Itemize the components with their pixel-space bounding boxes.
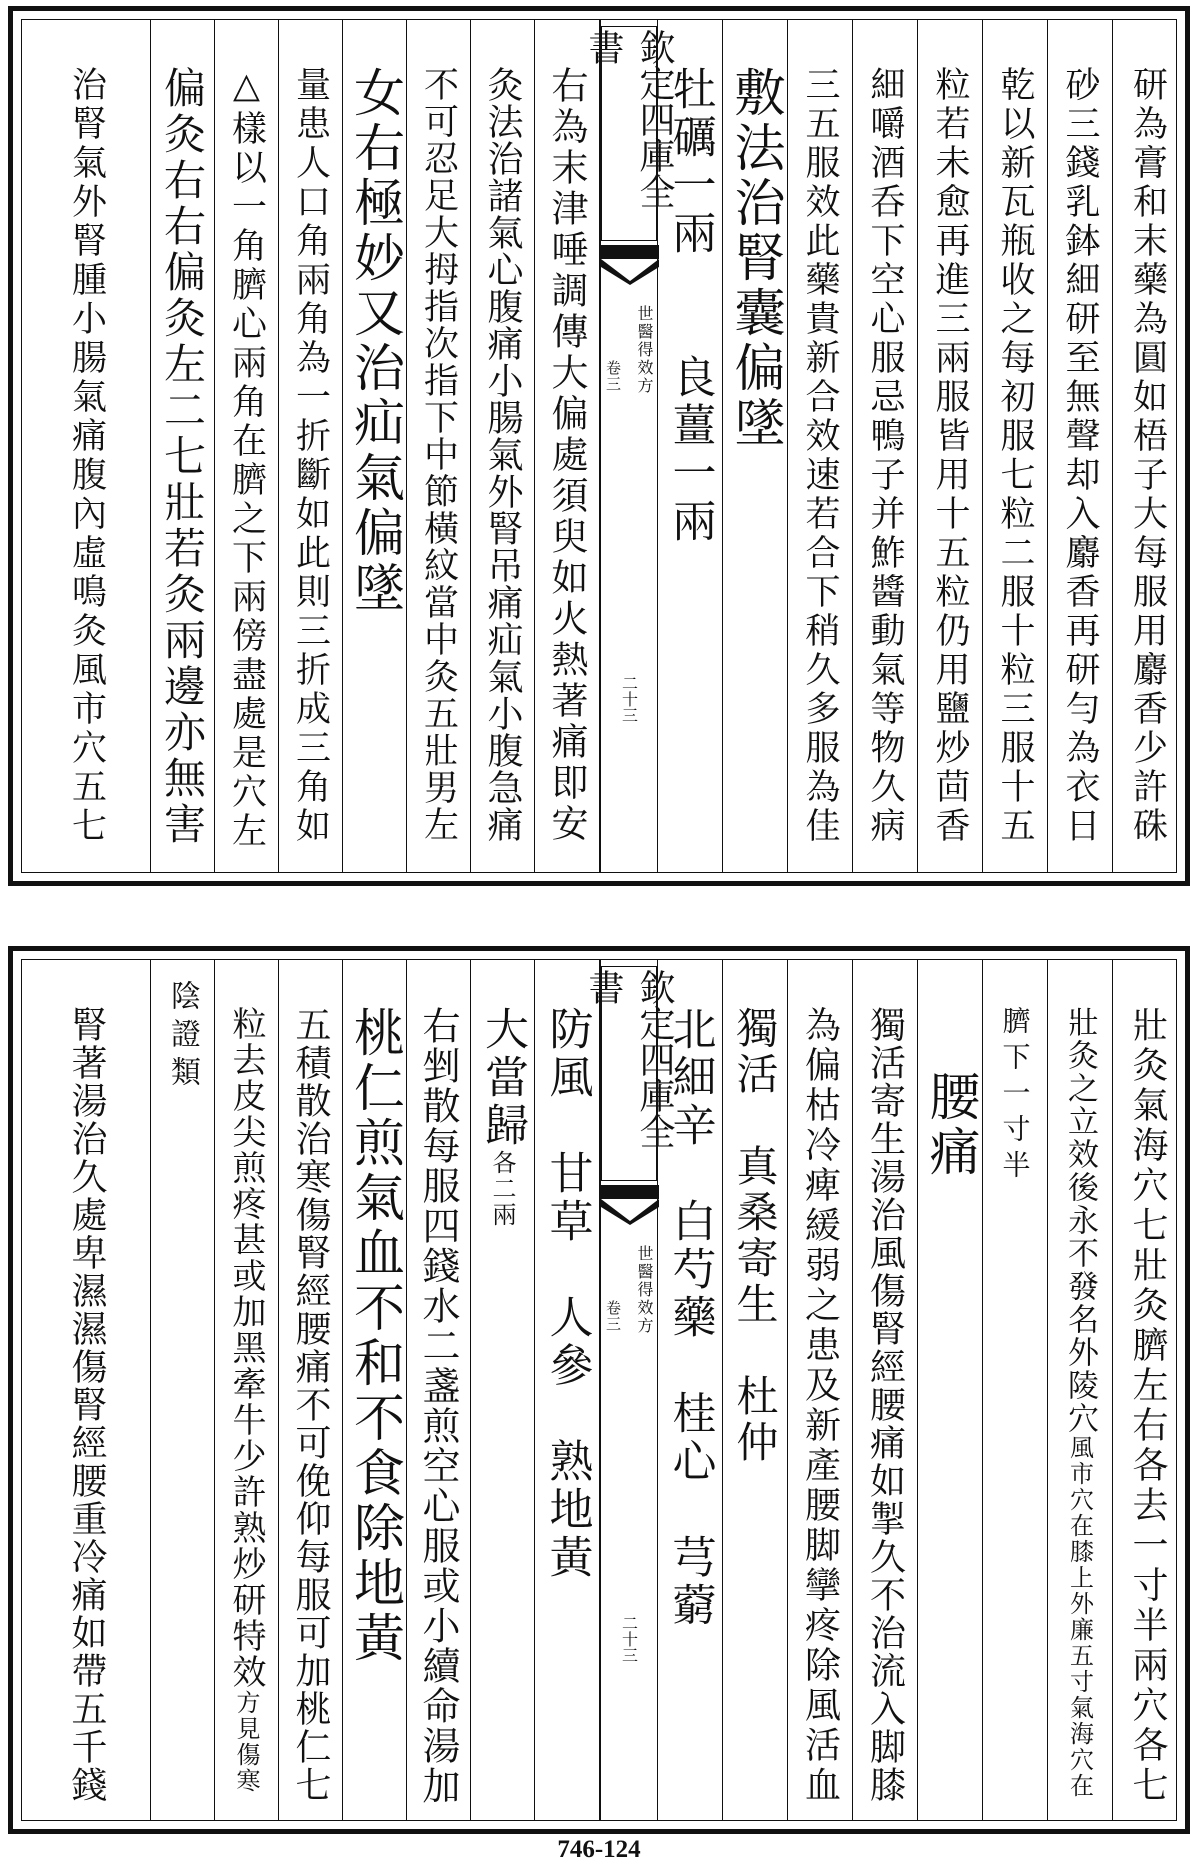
text-column [787, 20, 853, 872]
column-text: 敷法治腎囊偏墜 [725, 66, 784, 451]
text-column [982, 960, 1048, 1820]
fishtail-mark-icon [601, 1185, 659, 1225]
text-column [722, 960, 788, 1820]
text-column [214, 960, 279, 1820]
inline-note: 方見傷寒 [232, 1690, 260, 1794]
column-text: 研為膏和末藥為圓如梧子大每服用麝香少許硃 [1127, 66, 1168, 846]
column-text: 量患人口角兩角為一折斷如此則三折成三角如 [290, 66, 331, 846]
inline-note: 各二兩 [488, 1150, 516, 1228]
gutter-volume: 卷三 [604, 360, 622, 392]
text-column [982, 20, 1048, 872]
gutter-page-number: 二十三 [619, 1615, 639, 1663]
column-text: 防風 甘草 人參 熟地黃 [541, 1006, 593, 1582]
column-text: 北細辛 白芍藥 桂心 芎藭 [664, 1006, 716, 1630]
column-text: 臍下一寸半 [998, 1006, 1032, 1186]
main-text: 大當歸 [477, 1006, 528, 1150]
text-column [342, 20, 407, 872]
gutter-book-title: 世醫得效方 [635, 1245, 654, 1335]
page-number: 746-124 [557, 1836, 641, 1863]
column-text: 偏灸右右偏灸左二七壯若灸兩邊亦無害 [158, 66, 207, 848]
text-column [406, 20, 471, 872]
category-label: 陰證類 [165, 980, 200, 1094]
column-text: 為偏枯冷痺緩弱之患及新產腰脚攣疼除風活血 [799, 1006, 841, 1806]
text-column [1112, 20, 1182, 872]
column-text: 腎著湯治久處卑濕濕傷腎經腰重冷痛如帶五千錢 [66, 1006, 107, 1804]
column-text: 五積散治寒傷腎經腰痛不可俛仰每服可加桃仁七 [290, 1006, 331, 1804]
column-text [1047, 1006, 1112, 1799]
text-column [534, 960, 600, 1820]
column-text: 灸法治諸氣心腹痛小腸氣外腎吊痛疝氣小腹急痛 [482, 66, 523, 843]
inline-note: 風市穴在膝上外廉五寸氣海穴在 [1065, 1435, 1094, 1799]
section-heading: 腰痛 [920, 1070, 979, 1180]
column-text: 桃仁煎氣血不和不食除地黃 [344, 1006, 404, 1666]
text-column [278, 960, 343, 1820]
fishtail-mark-icon [601, 245, 659, 285]
text-column [917, 960, 983, 1820]
bottom-page-frame [21, 959, 1177, 1821]
column-text: 乾以新瓦瓶收之每初服七粒二服十粒三服十五 [995, 66, 1035, 846]
text-column [534, 20, 600, 872]
gutter-title: 欽定四庫全書 [601, 26, 657, 241]
text-column [406, 960, 471, 1820]
gutter-title: 欽定四庫全書 [601, 966, 657, 1181]
gutter-page-number: 二十三 [619, 675, 639, 723]
gutter-volume: 卷三 [604, 1300, 622, 1332]
column-text: 右剉散每服四錢水二盞煎空心服或小續命湯加 [416, 1006, 460, 1806]
bottom-page-panel [8, 946, 1190, 1834]
text-column [342, 960, 407, 1820]
text-column [278, 20, 343, 872]
text-column [1047, 20, 1113, 872]
text-column [852, 960, 918, 1820]
column-text: 砂三錢乳鉢細研至無聲却入麝香再研勻為衣日 [1060, 66, 1100, 846]
column-text: 右為末津唾調傳大偏處須臾如火熱著痛即安 [545, 66, 588, 845]
column-text [470, 1006, 534, 1228]
text-column [1047, 960, 1113, 1820]
column-text: △樣以一角臍心兩角在臍之下兩傍盡處是穴左 [226, 66, 267, 851]
top-page-frame [21, 19, 1177, 873]
column-text: 粒若未愈再進三兩服皆用十五粒仍用鹽炒茴香 [930, 66, 970, 846]
text-column [214, 20, 279, 872]
column-text [214, 1006, 278, 1794]
main-text: 粒去皮尖煎疼甚或加黑牽牛少許熟炒研特效 [226, 1006, 266, 1690]
column-text: 不可忍足大拇指次指下中節橫紋當中灸五壯男左 [418, 66, 459, 843]
text-column [470, 20, 535, 872]
column-text: 治腎氣外腎腫小腸氣痛腹內虛鳴灸風市穴五七 [66, 66, 107, 846]
main-text: 壯灸之立效後永不發名外陵穴 [1062, 1006, 1098, 1435]
column-text [722, 1006, 787, 1466]
main-text: 獨活 真桑寄生 杜仲 [730, 1006, 780, 1466]
text-column [917, 20, 983, 872]
gutter-book-title: 世醫得效方 [635, 305, 654, 395]
top-page-panel [8, 6, 1190, 886]
text-column [722, 20, 788, 872]
text-column [470, 960, 535, 1820]
column-text: 三五服效此藥貴新合效速若合下稍久多服為佳 [800, 66, 840, 846]
text-column [150, 20, 215, 872]
center-gutter [583, 960, 675, 1820]
column-text: 女右極妙又治疝氣偏墜 [344, 66, 404, 616]
text-column [22, 20, 151, 872]
column-text: 壯灸氣海穴七壯灸臍左右各去一寸半兩穴各七 [1127, 1006, 1168, 1806]
text-column [22, 960, 151, 1820]
text-column [787, 960, 853, 1820]
column-text: 獨活寄生湯治風傷腎經腰痛如掣久不治流入脚膝 [864, 1006, 906, 1804]
column-text: 牡礪一兩 良薑一兩 [664, 66, 716, 546]
text-column [150, 960, 215, 1820]
text-column [852, 20, 918, 872]
column-text: 細嚼酒呑下空心服忌鴨子并鮓醬動氣等物久病 [865, 66, 905, 846]
text-column [1112, 960, 1182, 1820]
center-gutter [583, 20, 675, 872]
